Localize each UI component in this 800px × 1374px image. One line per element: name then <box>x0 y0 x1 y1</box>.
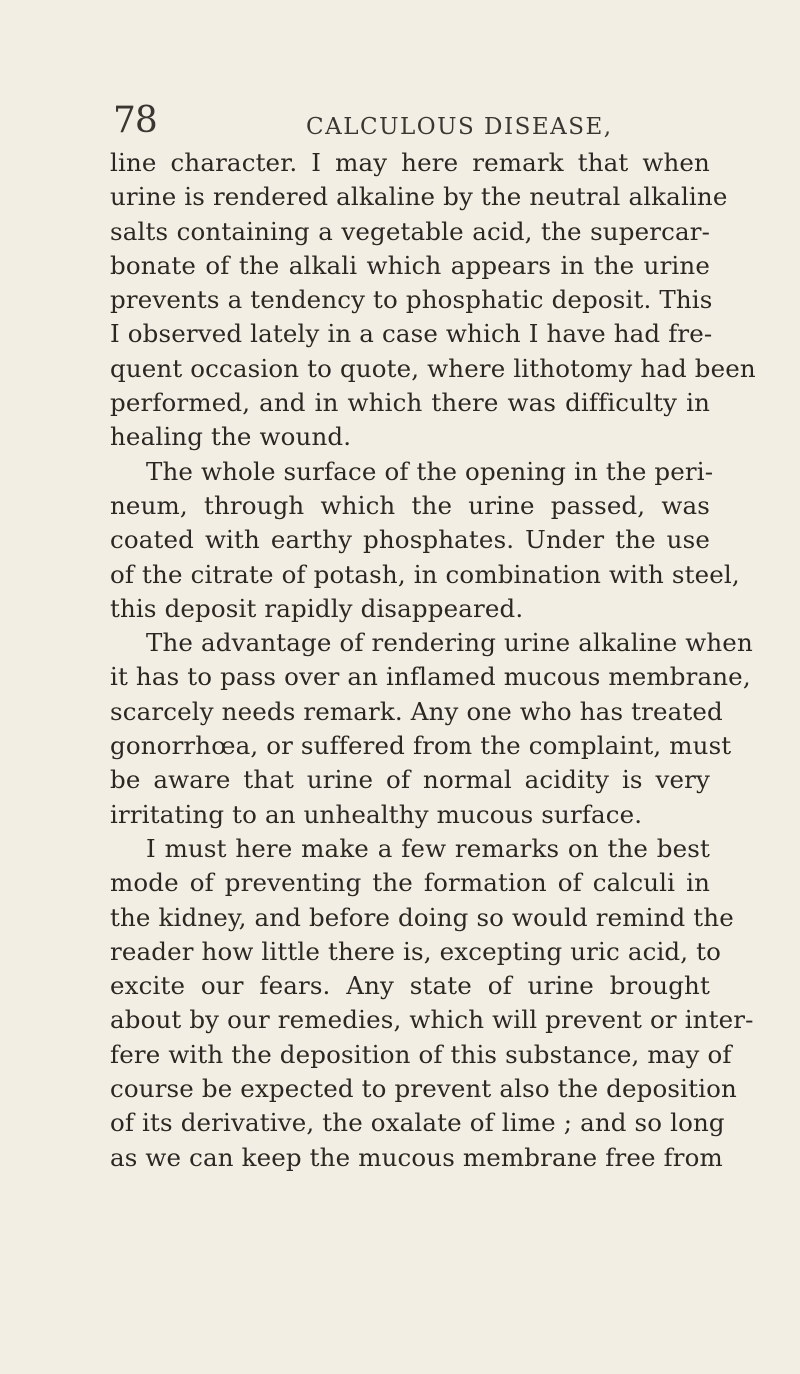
text-line: urine is rendered alkaline by the neutral alkaline <box>110 182 728 212</box>
text-line: neum, through which the urine passed, was <box>110 490 710 520</box>
paragraph-start-line: I must here make a few remarks on the best <box>146 833 710 863</box>
text-line: excite our fears. Any state of urine brought <box>110 971 710 1001</box>
text-line: of its derivative, the oxalate of lime ; and so long <box>110 1108 725 1138</box>
text-line: this deposit rapidly disappeared. <box>110 593 524 623</box>
text-line: irritating to an unhealthy mucous surface. <box>110 799 643 829</box>
paragraph-start-line: The advantage of rendering urine alkaline when <box>146 628 753 658</box>
text-line: scarcely needs remark. Any one who has treated <box>110 696 723 726</box>
text-line: fere with the deposition of this substance, may of <box>110 1039 732 1069</box>
text-line: course be expected to prevent also the deposition <box>110 1074 737 1104</box>
running-head: CALCULOUS DISEASE, <box>306 114 613 140</box>
body-text <box>110 146 756 1175</box>
text-line: coated with earthy phosphates. Under the use <box>110 525 710 555</box>
text-line: reader how little there is, excepting uric acid, to <box>110 936 722 966</box>
text-line: as we can keep the mucous membrane free from <box>110 1142 723 1172</box>
text-line: I observed lately in a case which I have had fre- <box>110 319 713 349</box>
text-line: be aware that urine of normal acidity is very <box>110 765 710 795</box>
text-line: gonorrhœa, or suffered from the complaint, must <box>110 731 732 761</box>
page-number: 78 <box>113 100 157 141</box>
text-line: about by our remedies, which will prevent or inter- <box>110 1005 754 1035</box>
text-line: of the citrate of potash, in combination with steel, <box>110 559 740 589</box>
text-line: healing the wound. <box>110 422 352 452</box>
text-line: prevents a tendency to phosphatic deposit. This <box>110 285 713 315</box>
text-line: mode of preventing the formation of calculi in <box>110 868 710 898</box>
paragraph-start-line: The whole surface of the opening in the peri- <box>146 456 714 486</box>
text-line: quent occasion to quote, where lithotomy had been <box>110 353 756 383</box>
text-line: performed, and in which there was difficulty in <box>110 388 710 418</box>
text-line: the kidney, and before doing so would remind the <box>110 902 734 932</box>
text-line: it has to pass over an inflamed mucous membrane, <box>110 662 751 692</box>
text-line: salts containing a vegetable acid, the supercar- <box>110 216 710 246</box>
text-line: bonate of the alkali which appears in the urine <box>110 250 710 280</box>
text-line: line character. I may here remark that when <box>110 148 710 177</box>
